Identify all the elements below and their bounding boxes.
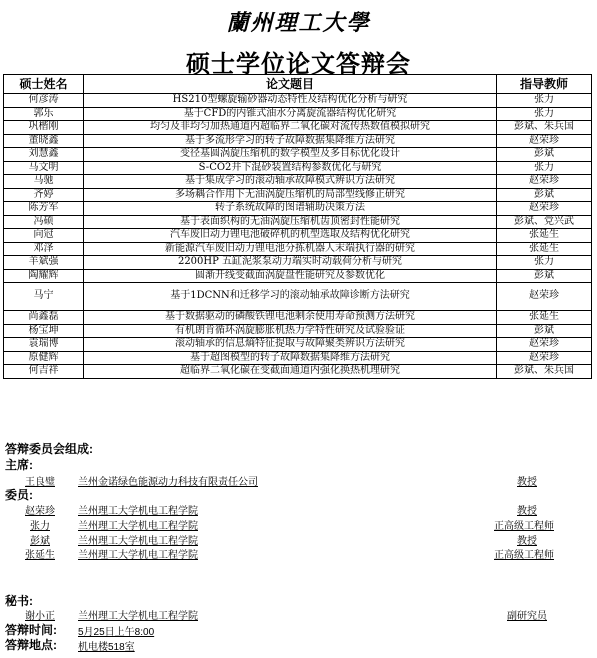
member-title: 正高级工程师 [494,521,554,532]
student-name: 董晓鑫 [4,134,84,148]
thesis-topic: 有机朗肯循环涡旋膨胀机热力学特性研究及试验验证 [84,324,497,338]
advisor-name: 张延生 [497,229,592,243]
student-name: 袁瑞博 [4,338,84,352]
member-title: 教授 [517,506,537,517]
advisor-name: 张延生 [497,242,592,256]
thesis-topic: 新能源汽车废旧动力锂电池分拣机器人末端执行器的研究 [84,242,497,256]
table-row [4,338,592,352]
thesis-topic: 基于CFD的内锥式油水分离旋流器结构优化研究 [84,107,497,121]
column-header-name: 硕士姓名 [4,75,84,94]
thesis-topic: 转子系统故障的图谱辅助决策方法 [84,202,497,216]
table-row [4,202,592,216]
page-title: 硕士学位论文答辩会 [186,49,411,78]
advisor-name: 赵荣珍 [497,175,592,189]
chair-org: 兰州金诺绿色能源动力科技有限责任公司 [78,477,258,488]
student-name: 马驰 [4,175,84,189]
table-row [4,311,592,325]
chair-heading: 主席: [5,458,33,472]
student-name: 巩楷刚 [4,121,84,135]
member-org: 兰州理工大学机电工程学院 [78,521,198,532]
thesis-topic: 基于集成学习的滚动轴承故障模式辨识方法研究 [84,175,497,189]
student-name: 郭乐 [4,107,84,121]
advisor-name: 张力 [497,107,592,121]
advisor-name: 赵荣珍 [497,134,592,148]
table-row [4,229,592,243]
place-label: 答辩地点: [5,638,57,652]
table-row [4,134,592,148]
advisor-name: 张力 [497,161,592,175]
member-name: 赵荣珍 [25,506,55,517]
student-name: 羊斌强 [4,256,84,270]
student-name: 刘慧鑫 [4,148,84,162]
thesis-topic: 多场耦合作用下无油涡旋压缩机的局部型线修正研究 [84,188,497,202]
thesis-topic: 基于表面织构的无油涡旋压缩机齿顶密封性能研究 [84,215,497,229]
table-row [4,148,592,162]
advisor-name: 赵荣珍 [497,351,592,365]
thesis-topic: 基于超图模型的转子故障数据集降维方法研究 [84,351,497,365]
table-row [4,283,592,311]
advisor-name: 张力 [497,256,592,270]
table-row [4,324,592,338]
student-name: 冯硕 [4,215,84,229]
thesis-topic: 超临界二氧化碳在变截面通道内强化换热机理研究 [84,365,497,379]
student-name: 原健辉 [4,351,84,365]
thesis-topic: 2200HP 五缸泥浆泵动力端实时动载荷分析与研究 [84,256,497,270]
members-heading: 委员: [5,488,33,502]
table-row [4,161,592,175]
time-label: 答辩时间: [5,623,57,637]
advisor-name: 赵荣珍 [497,202,592,216]
member-org: 兰州理工大学机电工程学院 [78,550,198,561]
advisor-name: 赵荣珍 [497,283,592,311]
advisor-name: 彭斌 [497,324,592,338]
student-name: 陈芳军 [4,202,84,216]
column-header-advisor: 指导教师 [497,75,592,94]
thesis-topic: 均匀及非均匀加热通道内超临界二氧化碳对流传热数值模拟研究 [84,121,497,135]
thesis-topic: 滚动轴承的信息熵特征提取与故障聚类辨识方法研究 [84,338,497,352]
member-name: 彭斌 [30,536,50,547]
thesis-topic: 基于数据驱动的磷酸铁锂电池剩余使用寿命预测方法研究 [84,311,497,325]
column-header-topic: 论文题目 [84,75,497,94]
chair-title: 教授 [517,477,537,488]
thesis-topic: HS210型螺旋输砂器动态特性及结构优化分析与研究 [84,94,497,108]
thesis-topic: 圆渐开线变截面涡旋盘性能研究及参数优化 [84,269,497,283]
thesis-topic: S-CO2井下混砂装置结构参数优化与研究 [84,161,497,175]
student-name: 陶耀辉 [4,269,84,283]
table-row [4,242,592,256]
thesis-topic: 变径基圆涡旋压缩机的数学模型及多目标优化设计 [84,148,497,162]
advisor-name: 彭斌 [497,269,592,283]
advisor-name: 彭斌、朱兵国 [497,121,592,135]
table-row [4,256,592,270]
student-name: 马宁 [4,283,84,311]
advisor-name: 张延生 [497,311,592,325]
thesis-topic: 汽车废旧动力锂电池破碎机的机型选取及结构优化研究 [84,229,497,243]
secretary-title: 副研究员 [507,611,547,622]
advisor-name: 彭斌、党兴武 [497,215,592,229]
student-name: 杨宝坤 [4,324,84,338]
member-org: 兰州理工大学机电工程学院 [78,536,198,547]
time-value: 5月25日上午8:00 [78,627,155,638]
student-name: 齐婷 [4,188,84,202]
table-header-row [4,75,592,94]
table-row [4,107,592,121]
table-row [4,94,592,108]
member-title: 教授 [517,536,537,547]
secretary-name: 谢小正 [25,611,55,622]
advisor-name: 彭斌 [497,148,592,162]
table-row [4,215,592,229]
table-row [4,121,592,135]
table-row [4,188,592,202]
student-name: 向冠 [4,229,84,243]
advisor-name: 彭斌 [497,188,592,202]
table-row [4,365,592,379]
place-value: 机电楼518室 [78,642,135,653]
student-name: 邓泽 [4,242,84,256]
secretary-heading: 秘书: [5,594,33,608]
secretary-org: 兰州理工大学机电工程学院 [78,611,198,622]
university-logo: 蘭州理工大學 [226,10,371,36]
thesis-topic: 基于1DCNN和迁移学习的滚动轴承故障诊断方法研究 [84,283,497,311]
member-name: 张力 [30,521,50,532]
student-name: 何彦涛 [4,94,84,108]
committee-heading: 答辩委员会组成: [5,442,93,456]
student-name: 何吉祥 [4,365,84,379]
table-body [4,94,592,379]
member-org: 兰州理工大学机电工程学院 [78,506,198,517]
advisor-name: 彭斌、朱兵国 [497,365,592,379]
student-name: 尚鑫磊 [4,311,84,325]
member-title: 正高级工程师 [494,550,554,561]
advisor-name: 赵荣珍 [497,338,592,352]
student-name: 马文明 [4,161,84,175]
table-row [4,175,592,189]
table-row [4,351,592,365]
defense-table [3,74,592,379]
chair-name: 王良璧 [25,477,55,488]
table-row [4,269,592,283]
advisor-name: 张力 [497,94,592,108]
member-name: 张延生 [25,550,55,561]
thesis-topic: 基于多流形学习的转子故障数据集降维方法研究 [84,134,497,148]
